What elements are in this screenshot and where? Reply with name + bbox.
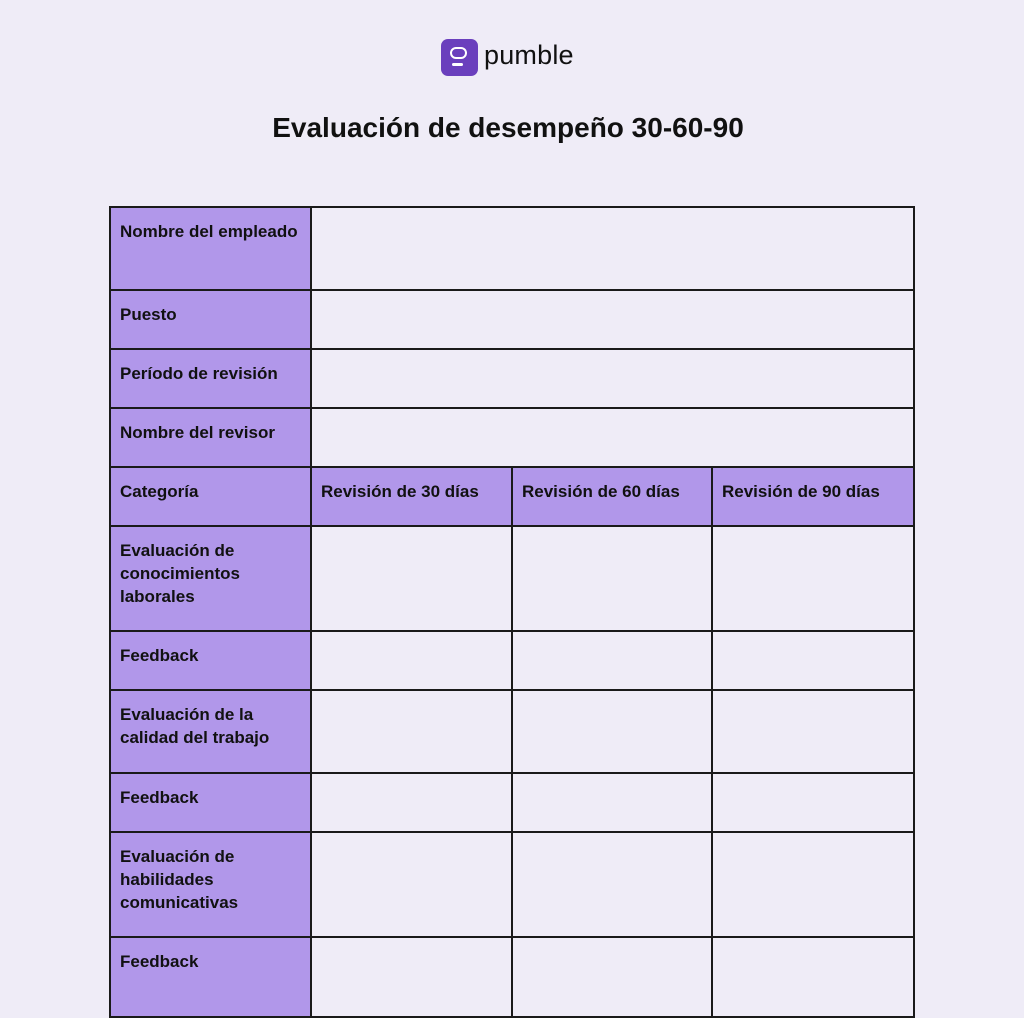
table-row (110, 937, 914, 1017)
document-title: Evaluación de desempeño 30-60-90 (272, 112, 744, 143)
cell-60-day[interactable] (512, 526, 712, 631)
info-label: Nombre del revisor (110, 408, 311, 467)
row-label: Evaluación de la calidad del trabajo (110, 690, 311, 773)
column-header-category: Categoría (110, 467, 311, 526)
employee-name-field[interactable] (311, 207, 914, 290)
info-row-review-period (110, 349, 914, 408)
table-row (110, 690, 914, 773)
reviewer-name-field[interactable] (311, 408, 914, 467)
row-label: Evaluación de conocimientos laborales (110, 526, 311, 631)
cell-30-day[interactable] (311, 526, 512, 631)
review-header-row (110, 467, 914, 526)
cell-60-day[interactable] (512, 690, 712, 773)
cell-60-day[interactable] (512, 631, 712, 690)
cell-90-day[interactable] (712, 526, 914, 631)
column-header-30-day: Revisión de 30 días (311, 467, 512, 526)
info-label: Nombre del empleado (110, 207, 311, 290)
cell-90-day[interactable] (712, 937, 914, 1017)
cell-30-day[interactable] (311, 773, 512, 832)
cell-90-day[interactable] (712, 773, 914, 832)
info-row-position (110, 290, 914, 349)
table-row (110, 773, 914, 832)
row-label: Evaluación de habilidades comunicativas (110, 832, 311, 937)
column-header-90-day: Revisión de 90 días (712, 467, 914, 526)
evaluation-table (109, 206, 915, 1018)
cell-30-day[interactable] (311, 832, 512, 937)
cell-90-day[interactable] (712, 832, 914, 937)
table-row (110, 832, 914, 937)
row-label: Feedback (110, 773, 311, 832)
brand-name: pumble (484, 40, 574, 70)
review-period-field[interactable] (311, 349, 914, 408)
cell-90-day[interactable] (712, 690, 914, 773)
position-field[interactable] (311, 290, 914, 349)
table-row (110, 631, 914, 690)
cell-30-day[interactable] (311, 631, 512, 690)
cell-30-day[interactable] (311, 937, 512, 1017)
info-label: Período de revisión (110, 349, 311, 408)
cell-60-day[interactable] (512, 937, 712, 1017)
pumble-logo (441, 38, 574, 76)
info-label: Puesto (110, 290, 311, 349)
column-header-60-day: Revisión de 60 días (512, 467, 712, 526)
row-label: Feedback (110, 631, 311, 690)
info-row-employee-name (110, 207, 914, 290)
info-row-reviewer-name (110, 408, 914, 467)
cell-60-day[interactable] (512, 832, 712, 937)
cell-30-day[interactable] (311, 690, 512, 773)
table-row (110, 526, 914, 631)
cell-60-day[interactable] (512, 773, 712, 832)
chat-bubble-icon (441, 39, 478, 76)
row-label: Feedback (110, 937, 311, 1017)
cell-90-day[interactable] (712, 631, 914, 690)
